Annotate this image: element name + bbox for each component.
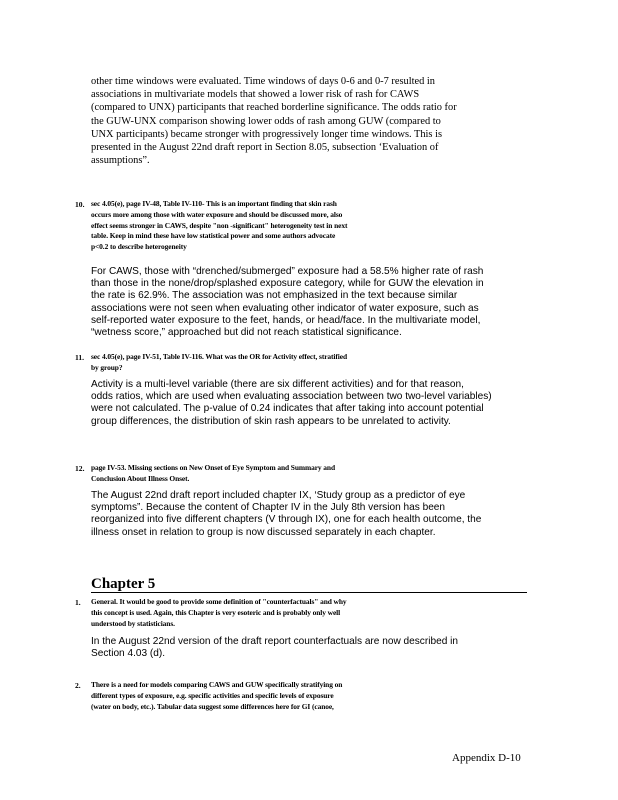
page-footer: Appendix D-10 [452, 752, 521, 764]
comment-line: sec 4.05(e), page IV-51, Table IV-116. What was the OR for Activity effect, stratified [91, 352, 347, 361]
response-line: Activity is a multi-level variable (there are six different activities) and for that reason, [91, 379, 464, 390]
response-paragraph [91, 636, 527, 660]
response-line: “wetness score,” approached but did not reach statistical significance. [91, 327, 402, 339]
comment-line: p<0.2 to describe heterogeneity [91, 242, 187, 252]
response-line: illness onset in relation to group is now discussed separately in each chapter. [91, 526, 436, 538]
item-number: 10. [75, 200, 85, 209]
comment-line: by group? [91, 362, 123, 372]
comment-line: General. It would be good to provide some definition of "counterfactuals" and why [91, 597, 347, 606]
response-line: associations were not seen when evaluating other indicator of water exposure, such as [91, 302, 479, 314]
comment-line: different types of exposure, e.g. specific activities and specific levels of exposure [91, 690, 334, 700]
response-line: odds ratios, which are used when evaluating association between two two-level variables) [91, 391, 492, 403]
response-paragraph [91, 379, 527, 428]
intro-paragraph [91, 75, 527, 167]
comment-line: understood by statisticians. [91, 618, 175, 628]
item-number: 1. [75, 598, 81, 607]
comment-line: effect seems stronger in CAWS, despite "non -significant" heterogeneity test in next [91, 220, 348, 230]
text-line: other time windows were evaluated. Time windows of days 0-6 and 0-7 resulted in [91, 76, 435, 87]
item-number: 12. [75, 464, 85, 473]
response-line: reorganized into five different chapters (V through IX), one for each health outcome, the [91, 514, 482, 526]
comment-line: sec 4.05(e), page IV-48, Table IV-110- This is an important finding that skin rash [91, 199, 337, 208]
response-paragraph [91, 266, 527, 339]
reviewer-comment [91, 463, 509, 485]
response-line: Section 4.03 (d). [91, 648, 166, 660]
text-line: presented in the August 22nd draft report in Section 8.05, subsection ‘Evaluation of [91, 142, 439, 154]
response-line: than those in the none/drop/splashed exposure category, while for GUW the elevation in [91, 278, 484, 290]
response-line: In the August 22nd version of the draft report counterfactuals are now described in [91, 636, 458, 647]
item-number: 11. [75, 353, 85, 362]
text-line: assumptions”. [91, 155, 150, 167]
comment-line: page IV-53. Missing sections on New Onset of Eye Symptom and Summary and [91, 463, 335, 472]
comment-line: occurs more among those with water exposure and should be discussed more, also [91, 209, 343, 219]
text-line: associations in multivariate models that showed a lower risk of rash for CAWS [91, 89, 420, 101]
item-number: 2. [75, 681, 81, 690]
text-line: UNX participants) became stronger with progressively longer time windows. This is [91, 128, 442, 140]
response-line: For CAWS, those with “drenched/submerged” exposure had a 58.5% higher rate of rash [91, 266, 484, 277]
response-line: were not calculated. The p-value of 0.24 indicates that after taking into account potential [91, 403, 484, 415]
response-line: group differences, the distribution of skin rash appears to be unrelated to activity. [91, 415, 451, 427]
comment-line: table. Keep in mind these have low statistical power and some authors advocate [91, 231, 336, 241]
response-line: the rate is 62.9%. The association was not emphasized in the text because similar [91, 290, 458, 302]
reviewer-comment [91, 597, 509, 629]
comment-line: There is a need for models comparing CAWS and GUW specifically stratifying on [91, 680, 343, 689]
chapter-divider [91, 592, 527, 593]
comment-line: Conclusion About Illness Onset. [91, 473, 190, 483]
text-line: (compared to UNX) participants that reached borderline significance. The odds ratio for [91, 102, 457, 114]
text-line: the GUW-UNX comparison showing lower odds of rash among GUW (compared to [91, 115, 441, 127]
response-line: self-reported water exposure to the feet, hands, or head/face. In the multivariate model, [91, 314, 481, 326]
reviewer-comment [91, 352, 509, 374]
comment-line: (water on body, etc.). Tabular data suggest some differences here for GI (canoe, [91, 701, 334, 711]
comment-line: this concept is used. Again, this Chapter is very esoteric and is probably only well [91, 607, 341, 617]
response-paragraph [91, 490, 527, 539]
chapter-heading: Chapter 5 [91, 576, 156, 592]
response-line: symptoms”. Because the content of Chapter IV in the July 8th version has been [91, 502, 446, 514]
reviewer-comment [91, 199, 509, 253]
reviewer-comment [91, 680, 509, 712]
response-line: The August 22nd draft report included chapter IX, ‘Study group as a predictor of eye [91, 490, 466, 501]
